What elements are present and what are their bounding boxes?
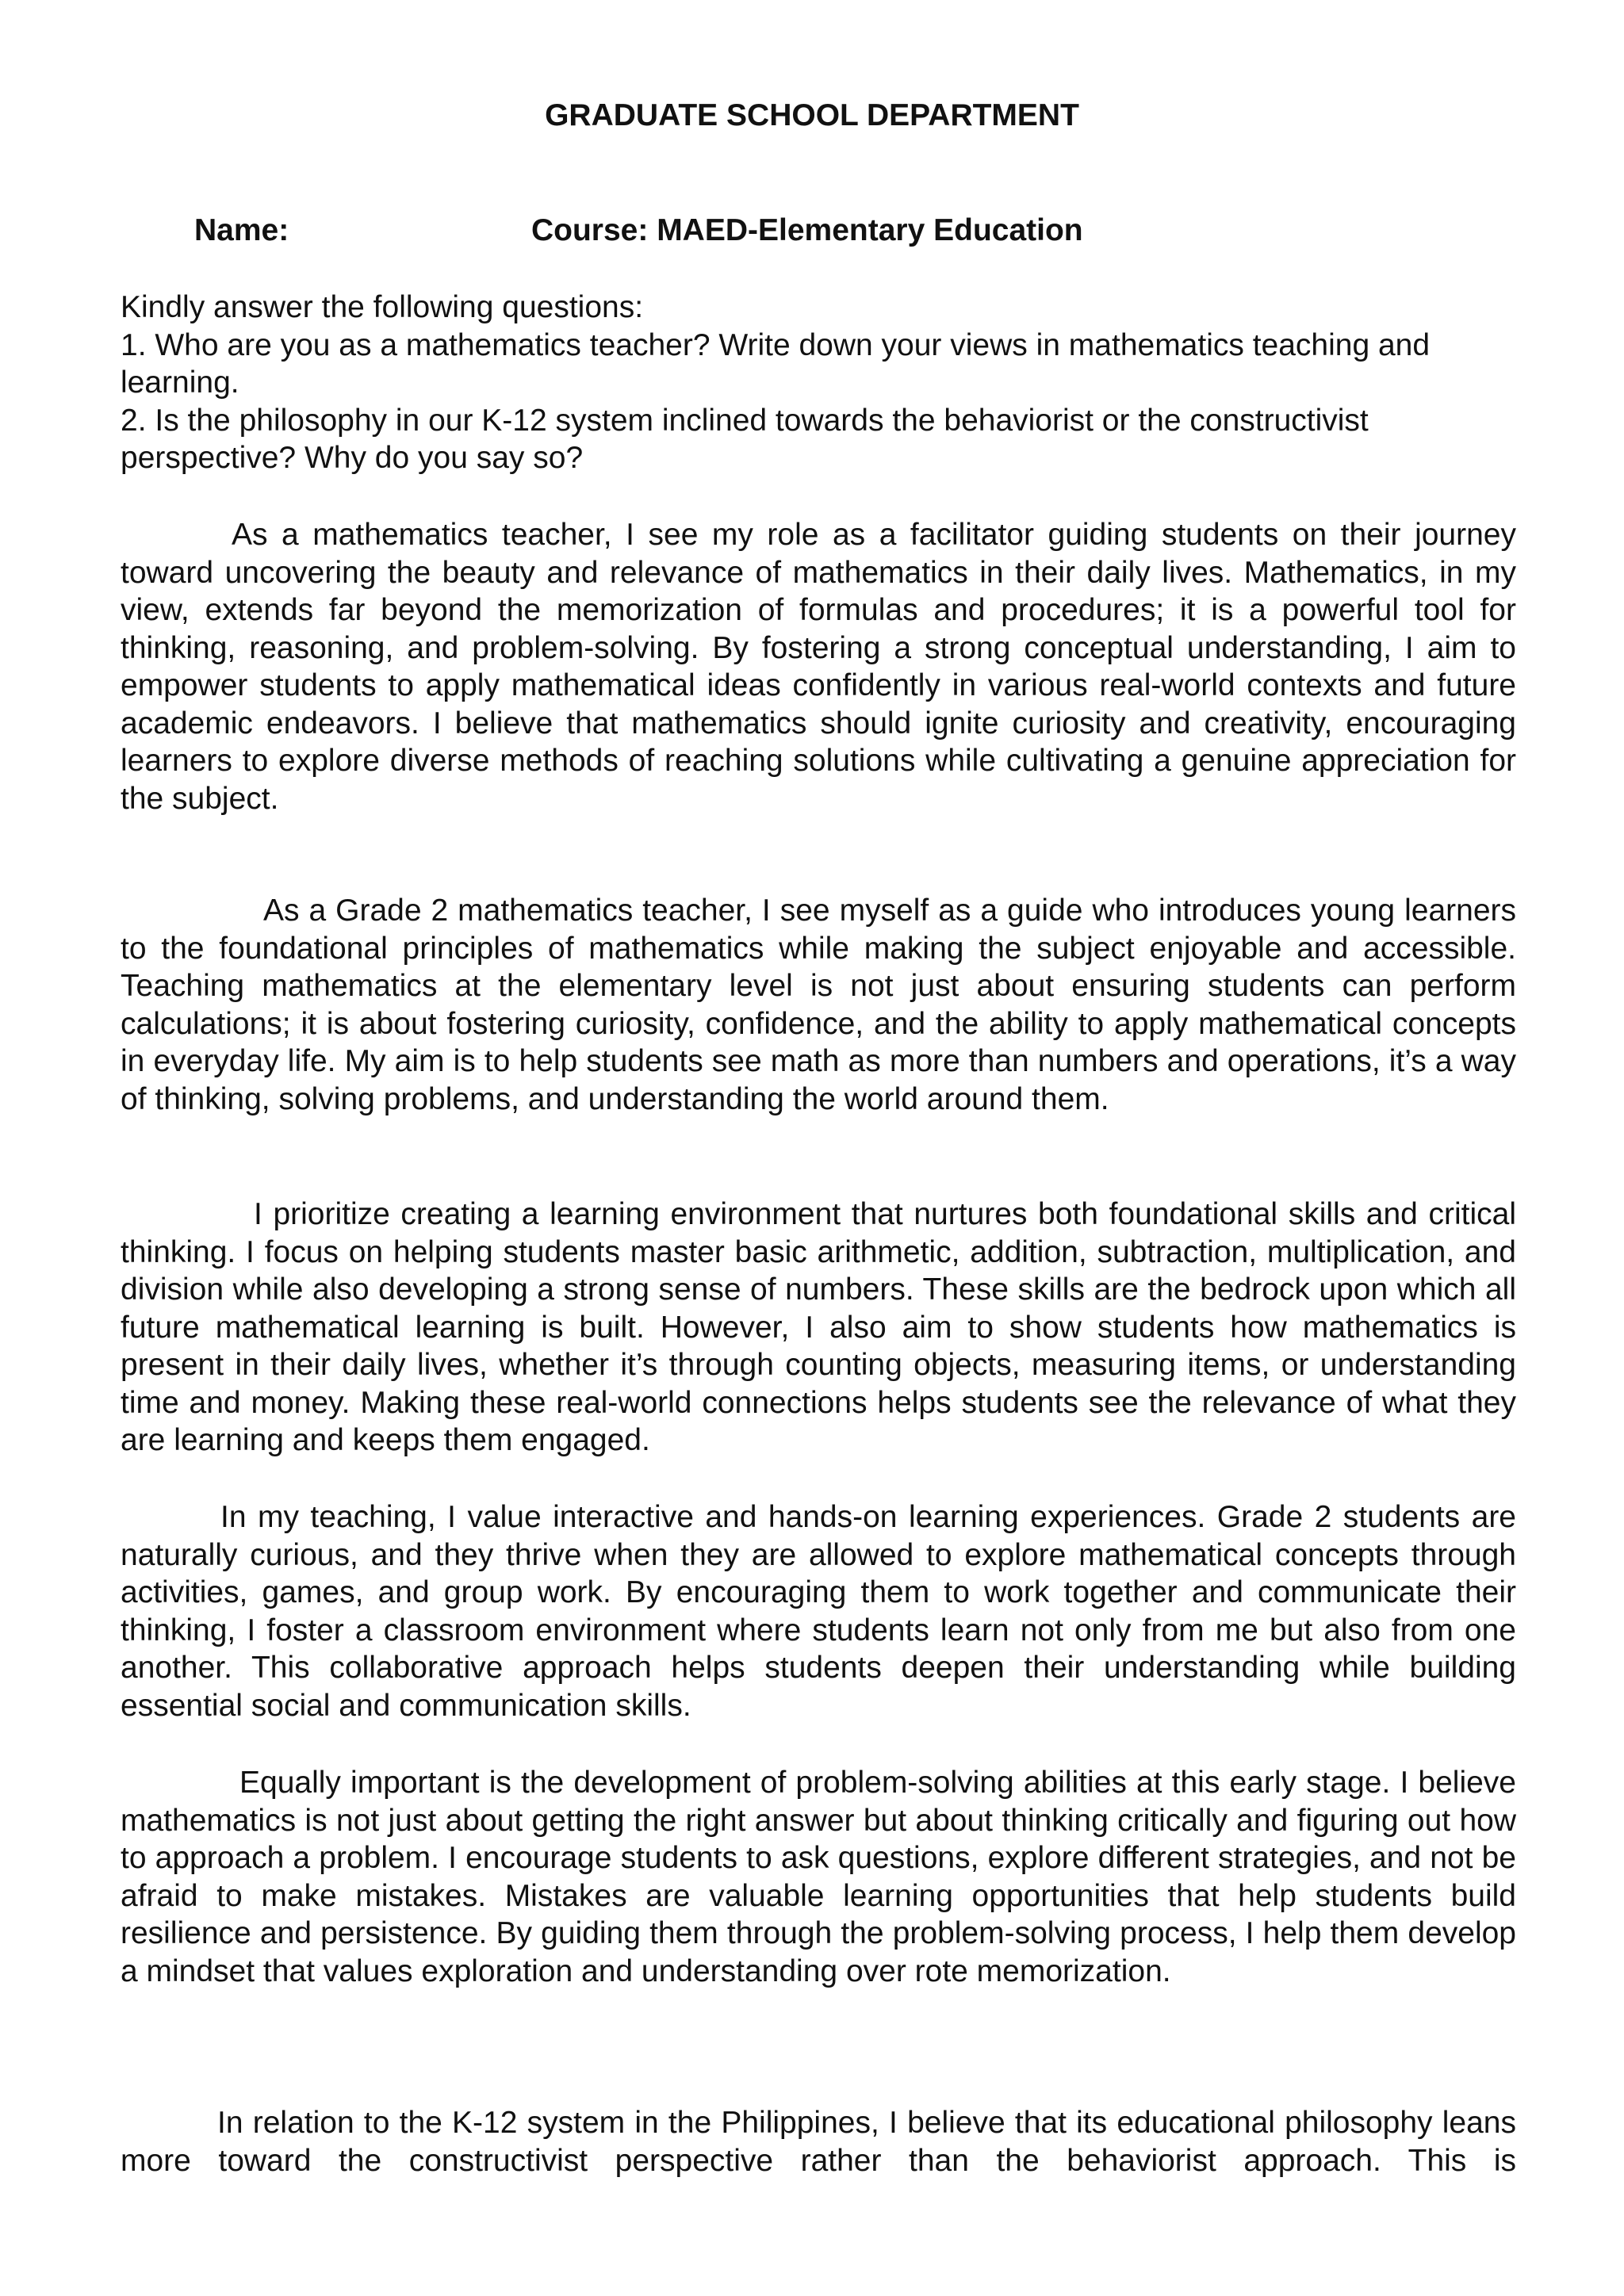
paragraph-text: In relation to the K-12 system in the Philippines, I believe that its educational philosophy leans more toward the constructivist perspective rather than the behaviorist approach. This is (121, 2106, 1516, 2178)
question-1: 1. Who are you as a mathematics teacher? Write down your views in mathematics teaching and learning. (121, 327, 1431, 400)
question-2: 2. Is the philosophy in our K-12 system inclined towards the behaviorist or the constructivist perspective? Why do you say so? (121, 403, 1369, 475)
instructions-intro: Kindly answer the following questions: (121, 290, 644, 324)
name-label: Name: (194, 213, 289, 247)
paragraph-text: As a Grade 2 mathematics teacher, I see myself as a guide who introduces young learners to the foundational principles of mathematics while making the subject enjoyable and accessible. Teaching mathematics at the elementary level is not just about ensuring students can perform calculations; it is about fostering curiosity, confidence, and the ability to apply mathematical concepts in everyday life. My aim is to help students see math as more than numbers and operations, it’s a way of thinking, solving problems, and understanding the world around them. (121, 894, 1516, 1116)
paragraph-text: In my teaching, I value interactive and hands-on learning experiences. Grade 2 students are naturally curious, and they thrive when they are allowed to explore mathematical concepts through activities, games, and group work. By encouraging them to work together and communicate their thinking, I foster a classroom environment where students learn not only from me but also from one another. This collaborative approach helps students deepen their understanding while building essential social and communication skills. (121, 1500, 1516, 1723)
answer-paragraph-5 (121, 1764, 1516, 1990)
page-header: GRADUATE SCHOOL DEPARTMENT (545, 98, 1079, 132)
paragraph-text: As a mathematics teacher, I see my role as a facilitator guiding students on their journey toward uncovering the beauty and relevance of mathematics in their daily lives. Mathematics, in my view, extends far beyond the memorization of formulas and procedures; it is a powerful tool for thinking, reasoning, and problem-solving. By fostering a strong conceptual understanding, I aim to empower students to apply mathematical ideas confidently in various real-world contexts and future academic endeavors. I believe that mathematics should ignite curiosity and creativity, encouraging learners to explore diverse methods of reaching solutions while cultivating a genuine appreciation for the subject. (121, 518, 1516, 816)
answer-paragraph-2 (121, 892, 1516, 1118)
paragraph-text: Equally important is the development of problem-solving abilities at this early stage. I believe mathematics is not just about getting the right answer but about thinking critically and figuring out how to approach a problem. I encourage students to ask questions, explore different strategies, and not be afraid to make mistakes. Mistakes are valuable learning opportunities that help students build resilience and persistence. By guiding them through the problem-solving process, I help them develop a mindset that values exploration and understanding over rote memorization. (121, 1766, 1516, 1988)
paragraph-text: I prioritize creating a learning environment that nurtures both foundational skills and critical thinking. I focus on helping students master basic arithmetic, addition, subtraction, multiplication, and division while also developing a strong sense of numbers. These skills are the bedrock upon which all future mathematical learning is built. However, I also aim to show students how mathematics is present in their daily lives, whether it’s through counting objects, measuring items, or understanding time and money. Making these real-world connections helps students see the relevance of what they are learning and keeps them engaged. (121, 1197, 1516, 1457)
answer-paragraph-1 (121, 516, 1516, 817)
instructions-block (121, 289, 1516, 477)
course-label: Course: MAED-Elementary Education (531, 213, 1083, 247)
answer-paragraph-3 (121, 1196, 1516, 1460)
answer-paragraph-4 (121, 1498, 1516, 1724)
answer-paragraph-6 (121, 2104, 1516, 2179)
